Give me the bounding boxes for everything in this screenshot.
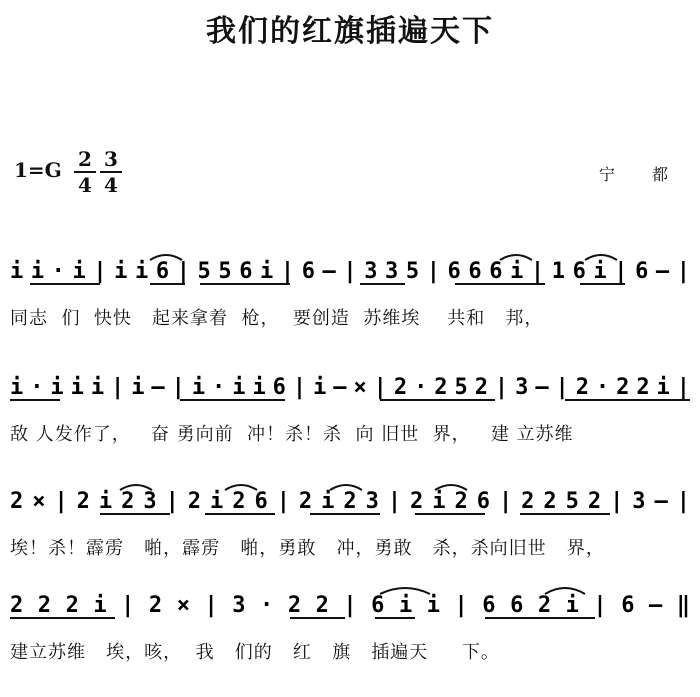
score-system-3 — [0, 482, 700, 560]
lyric-line-1: 同志 们 快快 起来拿着 枪， 要创造 苏维埃 共和 邦， — [10, 308, 544, 329]
notation-text: i i · i | i i 6 | 5 5 6 i | 6 – | 3 3 5 | 6 6 6 i | 1 6 i | 6 – | — [10, 259, 690, 284]
notation-text: i · i i i | i – | i · i i 6 | i – × | 2 · 2 5 2 | 3 – | 2 · 2 2 i | — [10, 375, 691, 400]
key-signature: 1=G — [14, 158, 62, 182]
time-signature-3-4 — [100, 148, 122, 196]
time-numerator: 2 — [78, 147, 92, 171]
notation-line-4 — [0, 586, 700, 638]
time-denominator: 4 — [104, 173, 118, 197]
score-system-1 — [0, 252, 700, 330]
time-numerator: 3 — [104, 147, 118, 171]
notation-text: 2 2 2 i | 2 × | 3 · 2 2 | 6 i i | 6 6 2 i | 6 – ‖ — [10, 593, 690, 618]
song-origin: 宁 都 — [598, 165, 684, 184]
notation-line-2 — [0, 368, 700, 420]
notation-line-3 — [0, 482, 700, 534]
notation-line-1 — [0, 252, 700, 304]
lyric-line-4: 建立苏维 埃，咳， 我 们的 红 旗 插遍天 下。 — [10, 642, 500, 663]
time-denominator: 4 — [78, 173, 92, 197]
lyric-line-3: 埃！杀！霹雳 啪，霹雳 啪，勇敢 冲，勇敢 杀，杀向旧世 界， — [10, 538, 605, 559]
notation-text: 2 × | 2 i 2 3 | 2 i 2 6 | 2 i 2 3 | 2 i 2 6 | 2 2 5 2 | 3 – | — [10, 489, 691, 514]
score-system-4 — [0, 586, 700, 664]
time-signature-2-4 — [74, 148, 96, 196]
lyric-line-2: 敌 人发作了， 奋 勇向前 冲！杀！杀 向 旧世 界， 建 立苏维 — [10, 424, 574, 445]
score-system-2 — [0, 368, 700, 446]
song-title: 我们的红旗插遍天下 — [206, 14, 494, 49]
